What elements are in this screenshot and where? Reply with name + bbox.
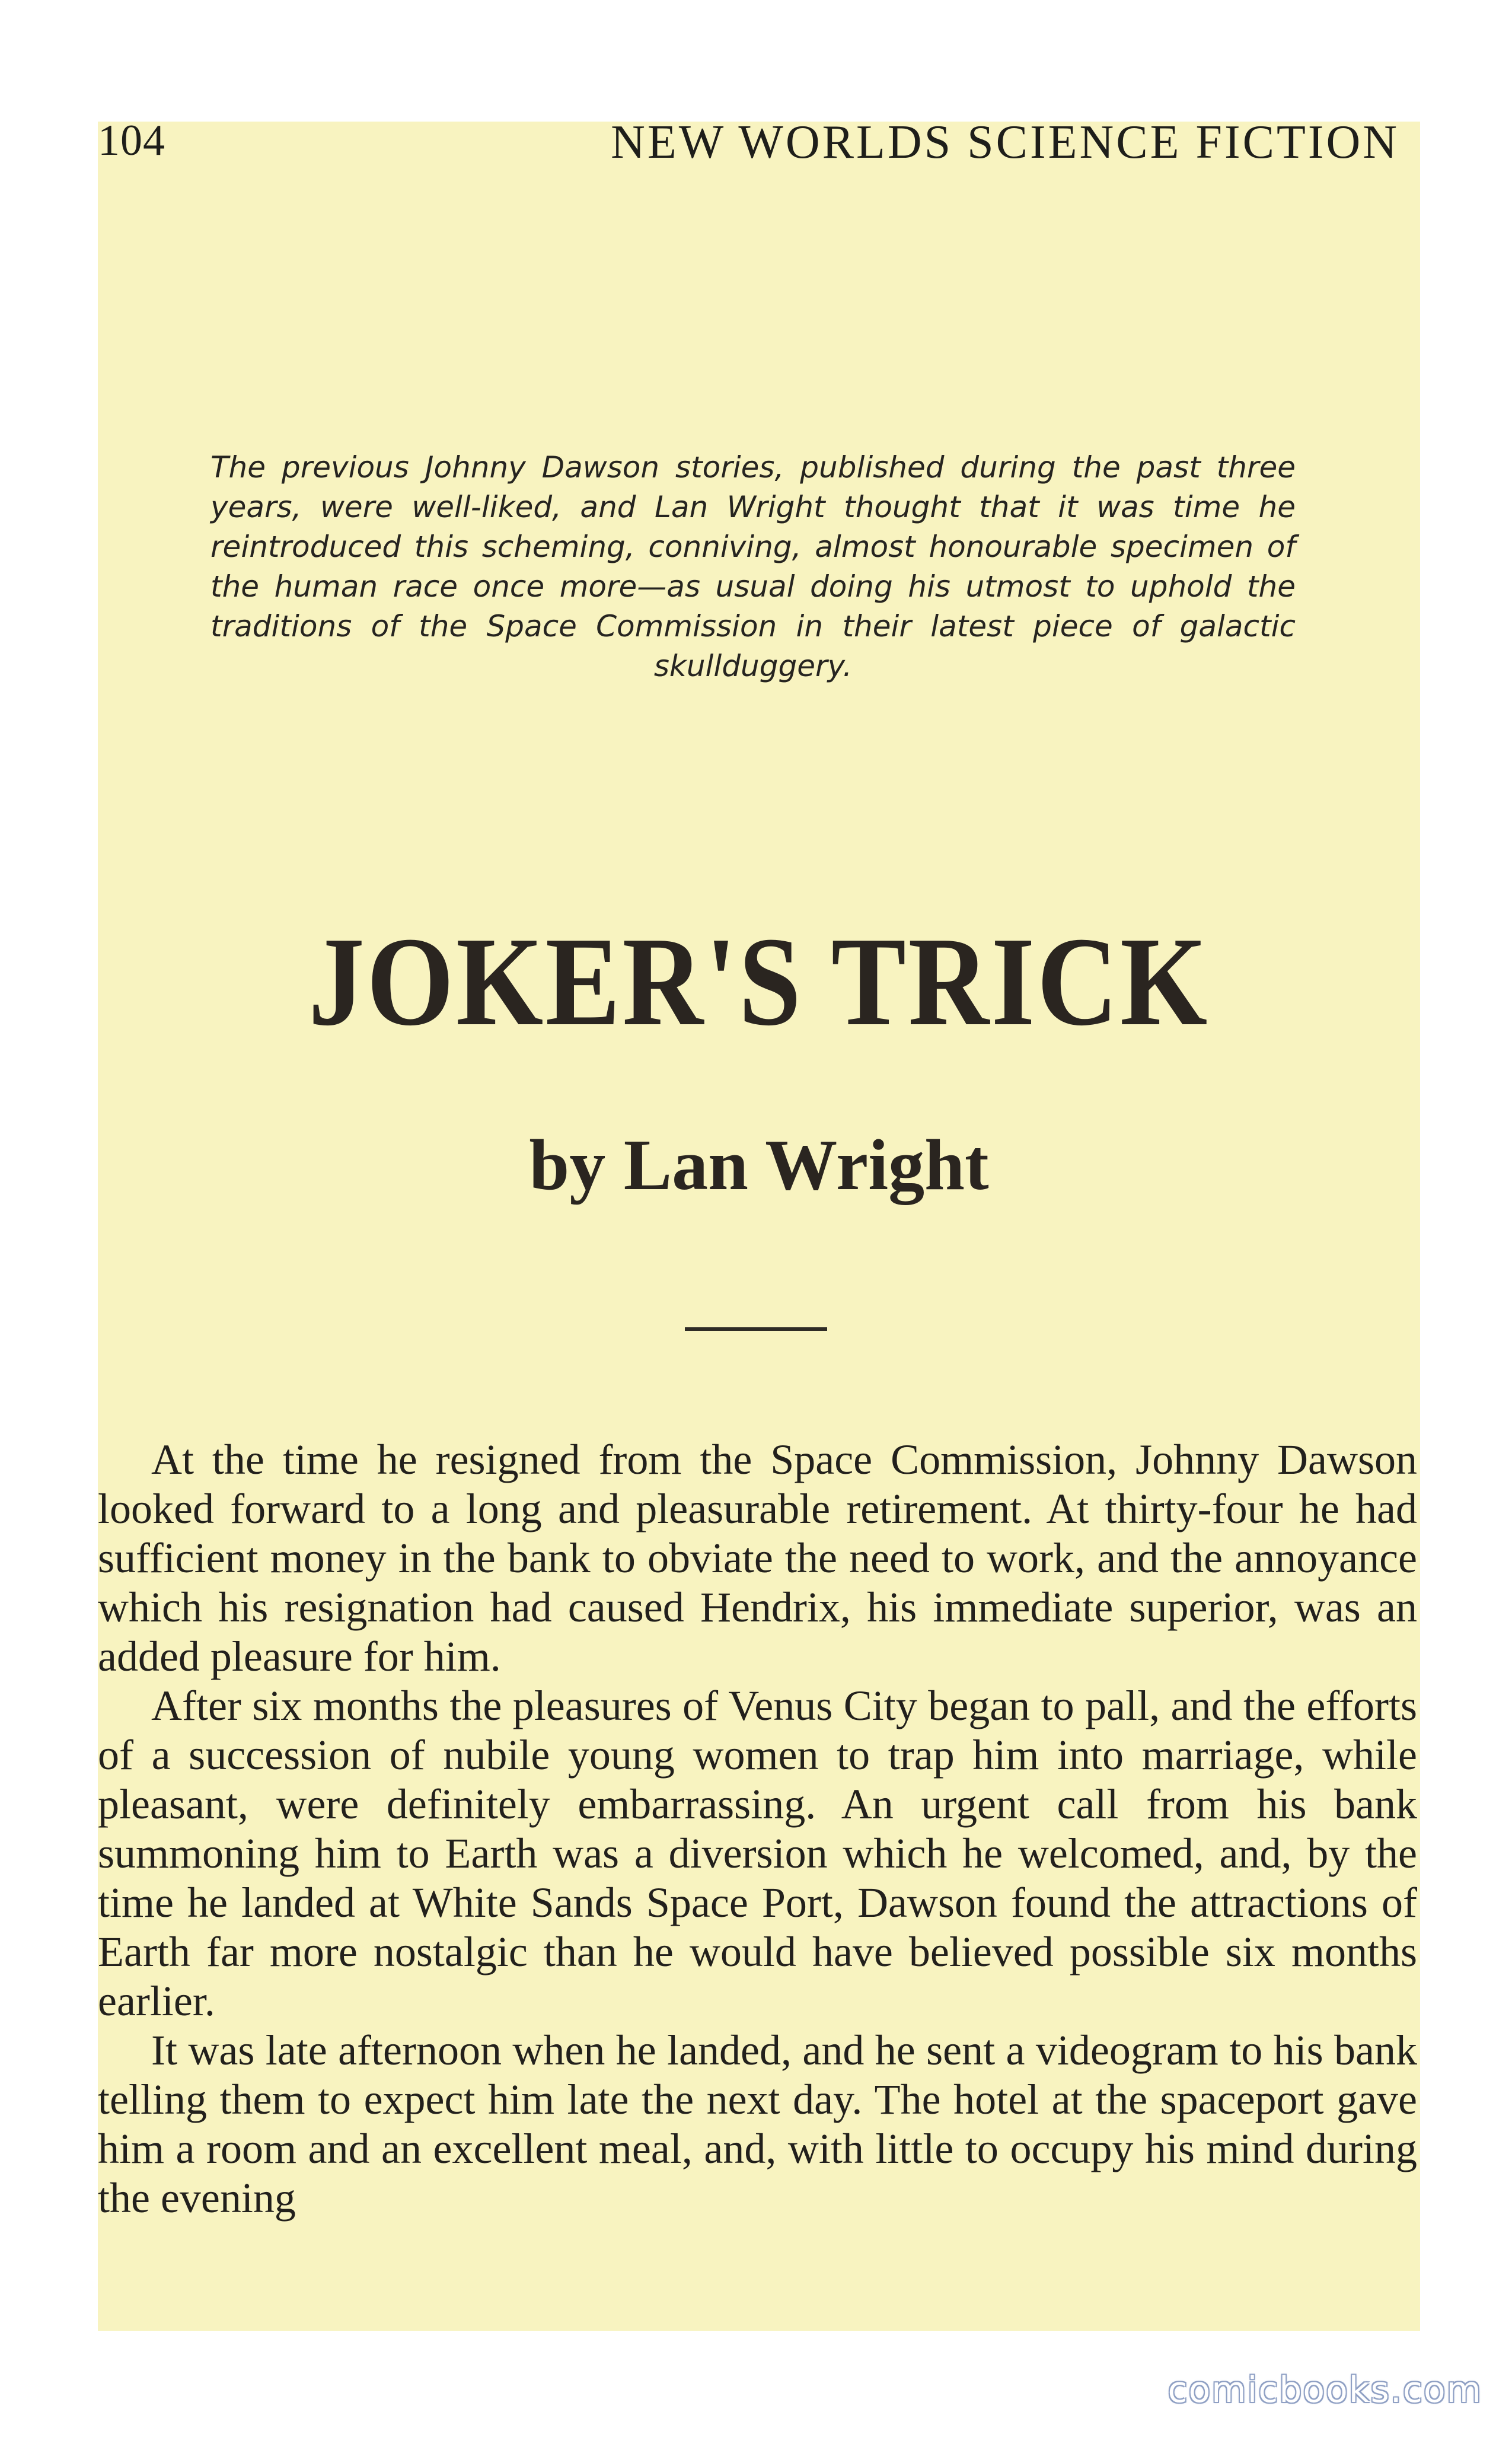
- site-watermark: comicbooks.com: [1168, 2369, 1482, 2411]
- body-paragraph: At the time he resigned from the Space Commission, Johnny Dawson looked forward to a long and pleasurable retirement. At thirty-four he had sufficient money in the bank to obviate the need to work, and the annoyance which his resignation had caused Hendrix, his immediate superior, was an added pleasure for him.: [98, 1436, 1417, 1680]
- running-head: NEW WORLDS SCIENCE FICTION: [611, 116, 1399, 168]
- body-paragraph: After six months the pleasures of Venus City began to pall, and the efforts of a succession of nubile young women to trap him into marriage, while pleasant, were definitely embarrassing. An urgent call from his bank summoning him to Earth was a diversion which he welcomed, and, by the time he landed at White Sands Space Port, Dawson found the attractions of Earth far more nostalgic than he would have believed possible six months earlier.: [98, 1682, 1417, 2025]
- story-body: [98, 1435, 1417, 2223]
- page-header: [98, 116, 1399, 181]
- title-divider: [685, 1327, 827, 1331]
- page-number: 104: [98, 116, 165, 165]
- story-introduction: The previous Johnny Dawson stories, published during the past three years, were well-liked, and Lan Wright thought that it was time he reintroduced this scheming, conniving, almost honourable specimen of the human race once more—as usual doing his utmost to uphold the traditions of the Space Commission in their latest piece of galactic skullduggery.: [210, 450, 1296, 683]
- body-paragraph: It was late afternoon when he landed, and he sent a videogram to his bank telling them to expect him late the next day. The hotel at the spaceport gave him a room and an excellent meal, and, with little to occupy his mind during the evening: [98, 2027, 1417, 2222]
- story-byline: by Lan Wright: [529, 1125, 989, 1205]
- story-title: JOKER'S TRICK: [308, 910, 1210, 1052]
